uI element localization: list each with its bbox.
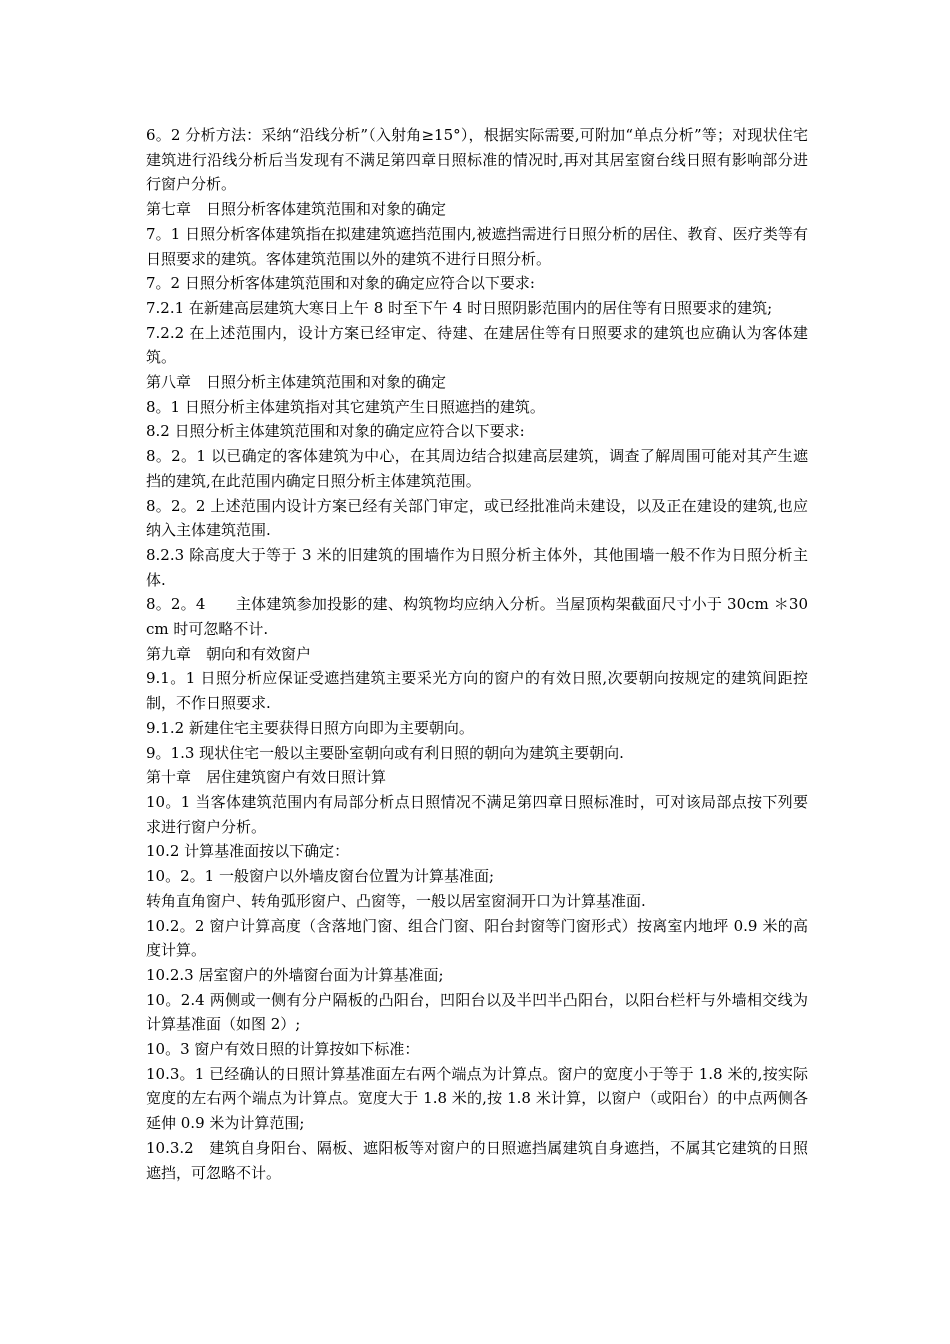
paragraph-8-2-1: 8。2。1 以已确定的客体建筑为中心，在其周边结合拟建高层建筑，调查了解周围可能对其产生遮挡的建筑,在此范围内确定日照分析主体建筑范围。 [146, 447, 808, 490]
paragraph-7-2-2: 7.2.2 在上述范围内，设计方案已经审定、待建、在建居住等有日照要求的建筑也应确认为客体建筑。 [146, 323, 808, 367]
paragraph-8-2: 8.2 日照分析主体建筑范围和对象的确定应符合以下要求: [146, 422, 525, 441]
paragraph-10-3-2: 10.3.2 建筑自身阳台、隔板、遮阳板等对窗户的日照遮挡属建筑自身遮挡，不属其它建筑的日照遮挡，可忽略不计。 [146, 1138, 808, 1182]
paragraph-8-2-4: 8。2。4 主体建筑参加投影的建、构筑物均应纳入分析。当屋顶构架截面尺寸小于 30cm ＊30cm 时可忽略不计. [146, 595, 808, 639]
paragraph-8-2-2: 8。2。2 上述范围内设计方案已经有关部门审定，或已经批准尚未建设，以及正在建设的建筑,也应纳入主体建筑范围. [146, 496, 808, 540]
chapter-10-heading: 第十章 居住建筑窗户有效日照计算 [146, 768, 387, 787]
paragraph-10-2-4: 10。2.4 两侧或一侧有分户隔板的凸阳台，凹阳台以及半凹半凸阳台，以阳台栏杆与外墙相交线为计算基准面（如图 2）; [146, 990, 808, 1034]
chapter-8-heading: 第八章 日照分析主体建筑范围和对象的确定 [146, 373, 447, 392]
paragraph-10-2-1: 10。2。1 一般窗户以外墙皮窗台位置为计算基准面; [146, 867, 494, 886]
document-body [146, 123, 808, 1185]
paragraph-10-3-1: 10.3。1 已经确认的日照计算基准面左右两个端点为计算点。窗户的宽度小于等于 1.8 米的,按实际宽度的左右两个端点为计算点。宽度大于 1.8 米的,按 1.8 米计算，以窗户（或阳台）的中点两侧各延伸 0.9 米为计算范围; [146, 1064, 808, 1133]
paragraph-10-2-1-cont: 转角直角窗户、转角弧形窗户、凸窗等，一般以居室窗洞开口为计算基准面. [146, 891, 646, 910]
paragraph-10-2: 10.2 计算基准面按以下确定： [146, 842, 350, 861]
paragraph-8-1: 8。1 日照分析主体建筑指对其它建筑产生日照遮挡的建筑。 [146, 397, 545, 416]
paragraph-9-1-2: 9.1.2 新建住宅主要获得日照方向即为主要朝向。 [146, 718, 474, 737]
chapter-9-heading: 第九章 朝向和有效窗户 [146, 644, 312, 663]
paragraph-7-2-1: 7.2.1 在新建高层建筑大寒日上午 8 时至下午 4 时日照阴影范围内的居住等有日照要求的建筑; [146, 298, 773, 317]
paragraph-9-1-1: 9.1。1 日照分析应保证受遮挡建筑主要采光方向的窗户的有效日照,次要朝向按规定的建筑间距控制，不作日照要求. [146, 669, 808, 713]
paragraph-9-1-3: 9。1.3 现状住宅一般以主要卧室朝向或有利日照的朝向为建筑主要朝向. [146, 743, 624, 762]
paragraph-7-1: 7。1 日照分析客体建筑指在拟建建筑遮挡范围内,被遮挡需进行日照分析的居住、教育、医疗类等有日照要求的建筑。客体建筑范围以外的建筑不进行日照分析。 [146, 224, 808, 268]
paragraph-10-2-3: 10.2.3 居室窗户的外墙窗台面为计算基准面; [146, 965, 444, 984]
paragraph-10-3: 10。3 窗户有效日照的计算按如下标准： [146, 1040, 420, 1059]
paragraph-7-2: 7。2 日照分析客体建筑范围和对象的确定应符合以下要求: [146, 274, 535, 293]
paragraph-8-2-3: 8.2.3 除高度大于等于 3 米的旧建筑的围墙作为日照分析主体外，其他围墙一般不作为日照分析主体. [146, 545, 808, 589]
paragraph-6-2: 6。2 分析方法：采纳“沿线分析”（入射角≥15°），根据实际需要,可附加“单点分析”等；对现状住宅建筑进行沿线分析后当发现有不满足第四章日照标准的情况时,再对其居室窗台线日照有影响部分进行窗户分析。 [146, 126, 808, 194]
chapter-7-heading: 第七章 日照分析客体建筑范围和对象的确定 [146, 200, 447, 219]
paragraph-10-1: 10。1 当客体建筑范围内有局部分析点日照情况不满足第四章日照标准时，可对该局部点按下列要求进行窗户分析。 [146, 792, 808, 836]
paragraph-10-2-2: 10.2。2 窗户计算高度（含落地门窗、组合门窗、阳台封窗等门窗形式）按离室内地坪 0.9 米的高度计算。 [146, 916, 808, 960]
